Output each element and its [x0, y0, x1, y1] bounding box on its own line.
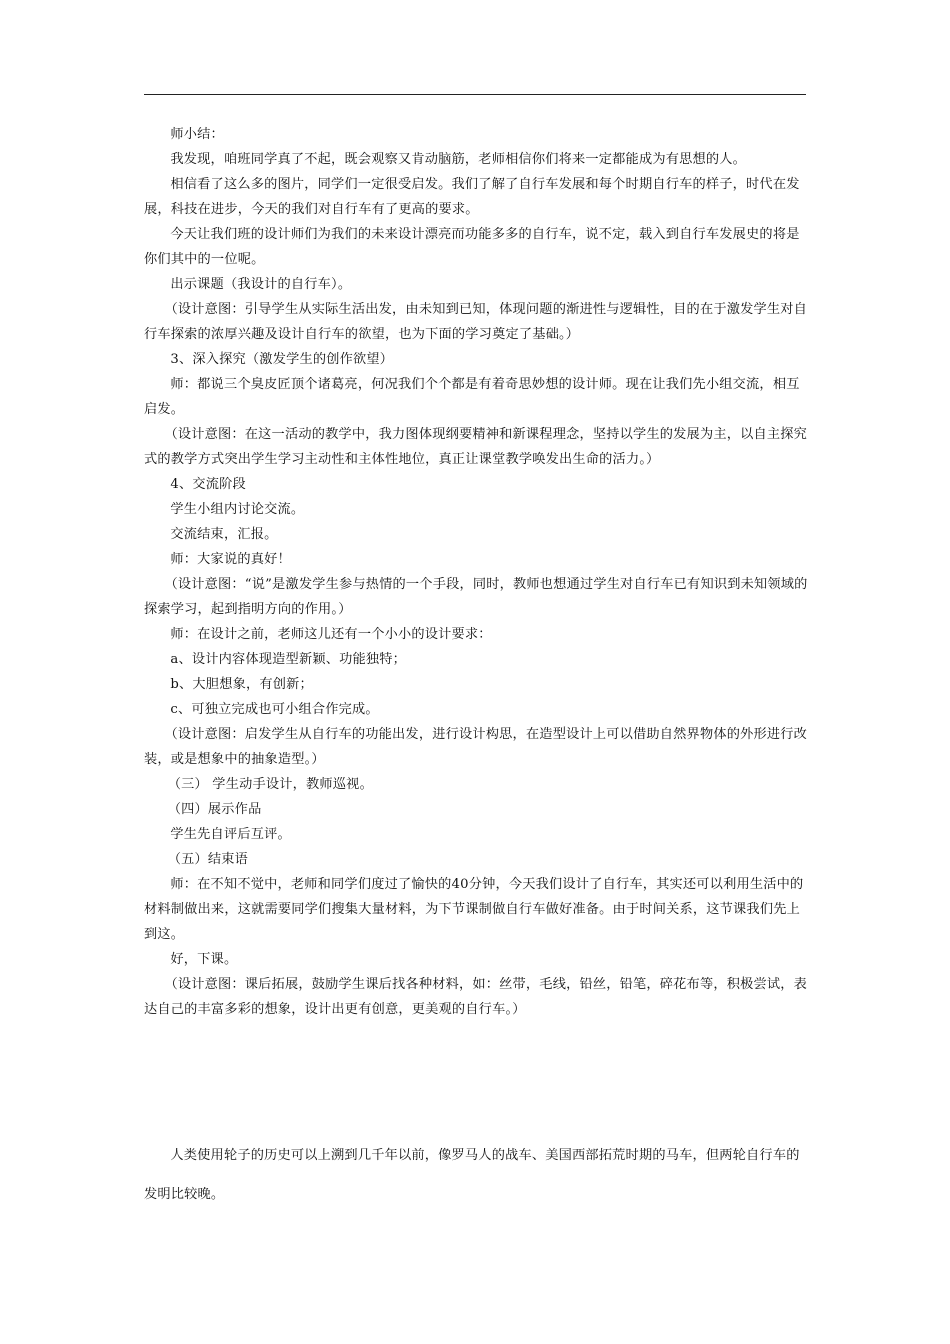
paragraph: 师小结： [170, 127, 224, 142]
history-paragraph: 人类使用轮子的历史可以上溯到几千年以前，像罗马人的战车、美国西部拓荒时期的马车，但两轮自行车的发明比较晚。 [144, 1148, 800, 1202]
design-intent-note: （设计意图：启发学生从自行车的功能出发，进行设计构思，在造型设计上可以借助自然界物体的外形进行改装，或是想象中的抽象造型。） [144, 727, 808, 767]
paragraph: 我发现，咱班同学真了不起，既会观察又肯动脑筋，老师相信你们将来一定都能成为有思想的人。 [170, 152, 747, 167]
header-rule [144, 94, 806, 95]
section-heading: （五）结束语 [167, 852, 249, 867]
paragraph: 学生小组内讨论交流。 [170, 502, 305, 517]
paragraph: 相信看了这么多的图片，同学们一定很受启发。我们了解了自行车发展和每个时期自行车的样子，时代在发展，科技在进步，今天的我们对自行车有了更高的要求。 [144, 177, 800, 217]
section-heading: 3、深入探究（激发学生的创作欲望） [170, 352, 394, 367]
list-item: a、设计内容体现造型新颖、功能独特； [170, 652, 407, 667]
paragraph: 师：在不知不觉中，老师和同学们度过了愉快的40分钟，今天我们设计了自行车，其实还可以利用生活中的材料制做出来，这就需要同学们搜集大量材料，为下节课制做自行车做好准备。由于时间关系，这节课我们先上到这。 [144, 877, 804, 942]
design-intent-note: （设计意图：课后拓展，鼓励学生课后找各种材料，如：丝带，毛线，铅丝，铅笔，碎花布等，积极尝试，表达自己的丰富多彩的想象，设计出更有创意，更美观的自行车。） [144, 977, 808, 1017]
list-item: c、可独立完成也可小组合作完成。 [170, 702, 379, 717]
design-intent-note: （设计意图：引导学生从实际生活出发，由未知到已知，体现问题的渐进性与逻辑性，目的在于激发学生对自行车探索的浓厚兴趣及设计自行车的欲望，也为下面的学习奠定了基础。） [144, 302, 808, 342]
document-body [144, 122, 808, 1022]
paragraph: 师：都说三个臭皮匠顶个诸葛亮，何况我们个个都是有着奇思妙想的设计师。现在让我们先小组交流，相互启发。 [144, 377, 800, 417]
list-item: b、大胆想象，有创新； [170, 677, 313, 692]
paragraph: 学生先自评后互评。 [170, 827, 291, 842]
design-intent-note: （设计意图：在这一活动的教学中，我力图体现纲要精神和新课程理念，坚持以学生的发展为主，以自主探究式的教学方式突出学生学习主动性和主体性地位，真正让课堂教学唤发出生命的活力。） [144, 427, 808, 467]
paragraph: 交流结束，汇报。 [170, 527, 278, 542]
section-heading: （三） 学生动手设计，教师巡视。 [167, 777, 373, 792]
paragraph: 师：大家说的真好！ [170, 552, 291, 567]
section-heading: （四）展示作品 [167, 802, 262, 817]
history-section [144, 1136, 808, 1214]
paragraph: 好，下课。 [170, 952, 238, 967]
paragraph: 今天让我们班的设计师们为我们的未来设计漂亮而功能多多的自行车，说不定，载入到自行车发展史的将是你们其中的一位呢。 [144, 227, 800, 267]
paragraph: 出示课题（我设计的自行车）。 [170, 277, 352, 292]
paragraph: 师：在设计之前，老师这儿还有一个小小的设计要求： [170, 627, 492, 642]
design-intent-note: （设计意图：“说”是激发学生参与热情的一个手段，同时，教师也想通过学生对自行车已有知识到未知领域的探索学习，起到指明方向的作用。） [144, 577, 808, 617]
section-heading: 4、交流阶段 [170, 477, 246, 492]
